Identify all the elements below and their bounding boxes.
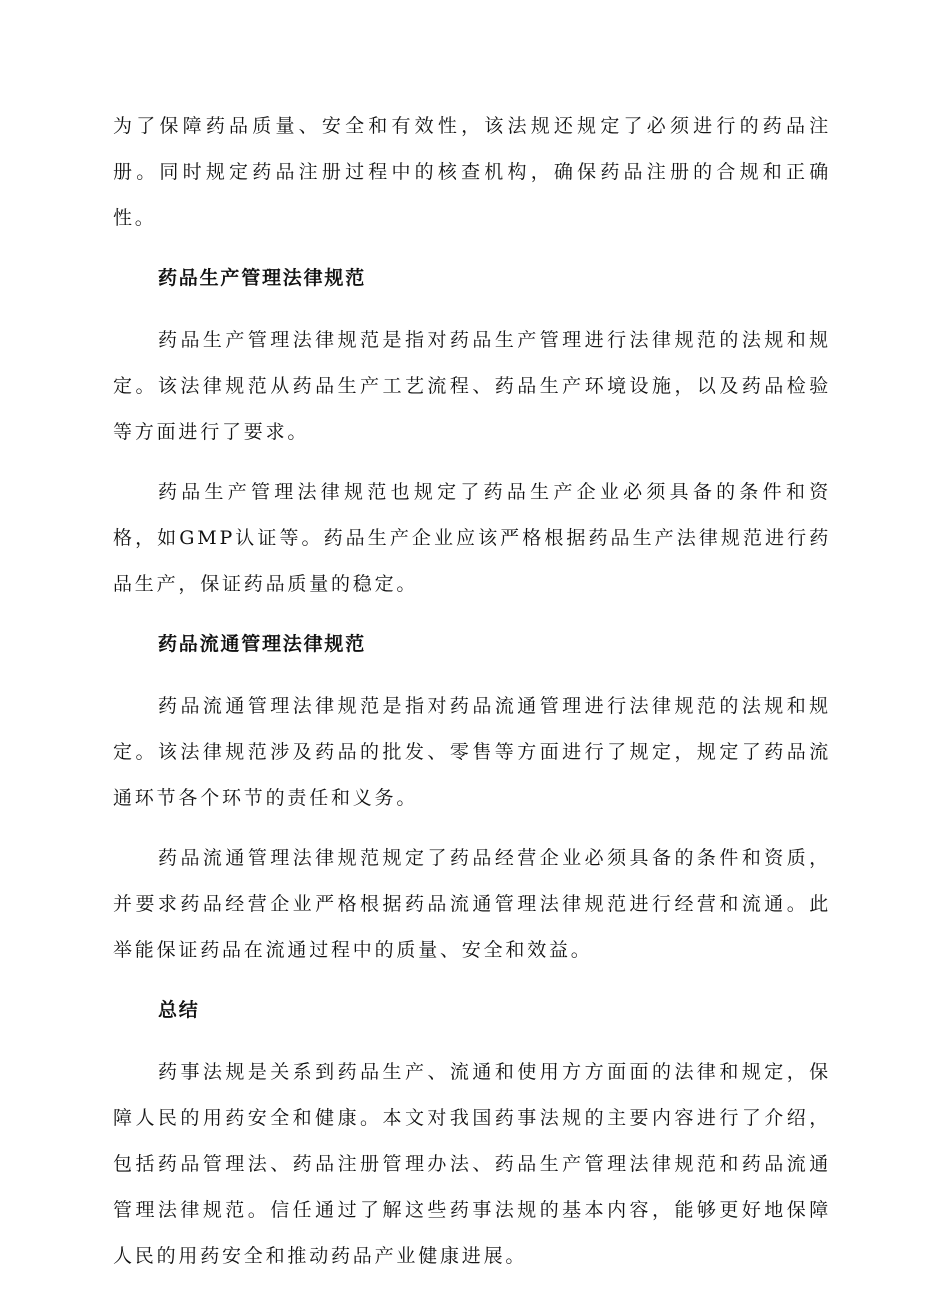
section-heading-summary: 总结 <box>158 999 200 1021</box>
summary-paragraph: 药事法规是关系到药品生产、流通和使用方方面面的法律和规定，保障人民的用药安全和健康。本文对我国药事法规的主要内容进行了介绍，包括药品管理法、药品注册管理办法、药品生产管理法律规范和药品流通管理法律规范。信任通过了解这些药事法规的基本内容，能够更好地保障人民的用药安全和推动药品产业健康进展。 <box>113 1061 831 1267</box>
intro-paragraph: 为了保障药品质量、安全和有效性，该法规还规定了必须进行的药品注册。同时规定药品注册过程中的核查机构，确保药品注册的合规和正确性。 <box>113 115 831 229</box>
production-paragraph-2: 药品生产管理法律规范也规定了药品生产企业必须具备的条件和资格，如GMP认证等。药品生产企业应该严格根据药品生产法律规范进行药品生产，保证药品质量的稳定。 <box>113 481 831 595</box>
distribution-paragraph-2: 药品流通管理法律规范规定了药品经营企业必须具备的条件和资质，并要求药品经营企业严格根据药品流通管理法律规范进行经营和流通。此举能保证药品在流通过程中的质量、安全和效益。 <box>113 847 831 961</box>
document-body <box>113 103 831 1293</box>
distribution-paragraph-1: 药品流通管理法律规范是指对药品流通管理进行法律规范的法规和规定。该法律规范涉及药品的批发、零售等方面进行了规定，规定了药品流通环节各个环节的责任和义务。 <box>113 695 831 809</box>
production-paragraph-1: 药品生产管理法律规范是指对药品生产管理进行法律规范的法规和规定。该法律规范从药品生产工艺流程、药品生产环境设施，以及药品检验等方面进行了要求。 <box>113 329 831 443</box>
section-heading-distribution: 药品流通管理法律规范 <box>158 633 367 655</box>
section-heading-production: 药品生产管理法律规范 <box>158 267 367 289</box>
